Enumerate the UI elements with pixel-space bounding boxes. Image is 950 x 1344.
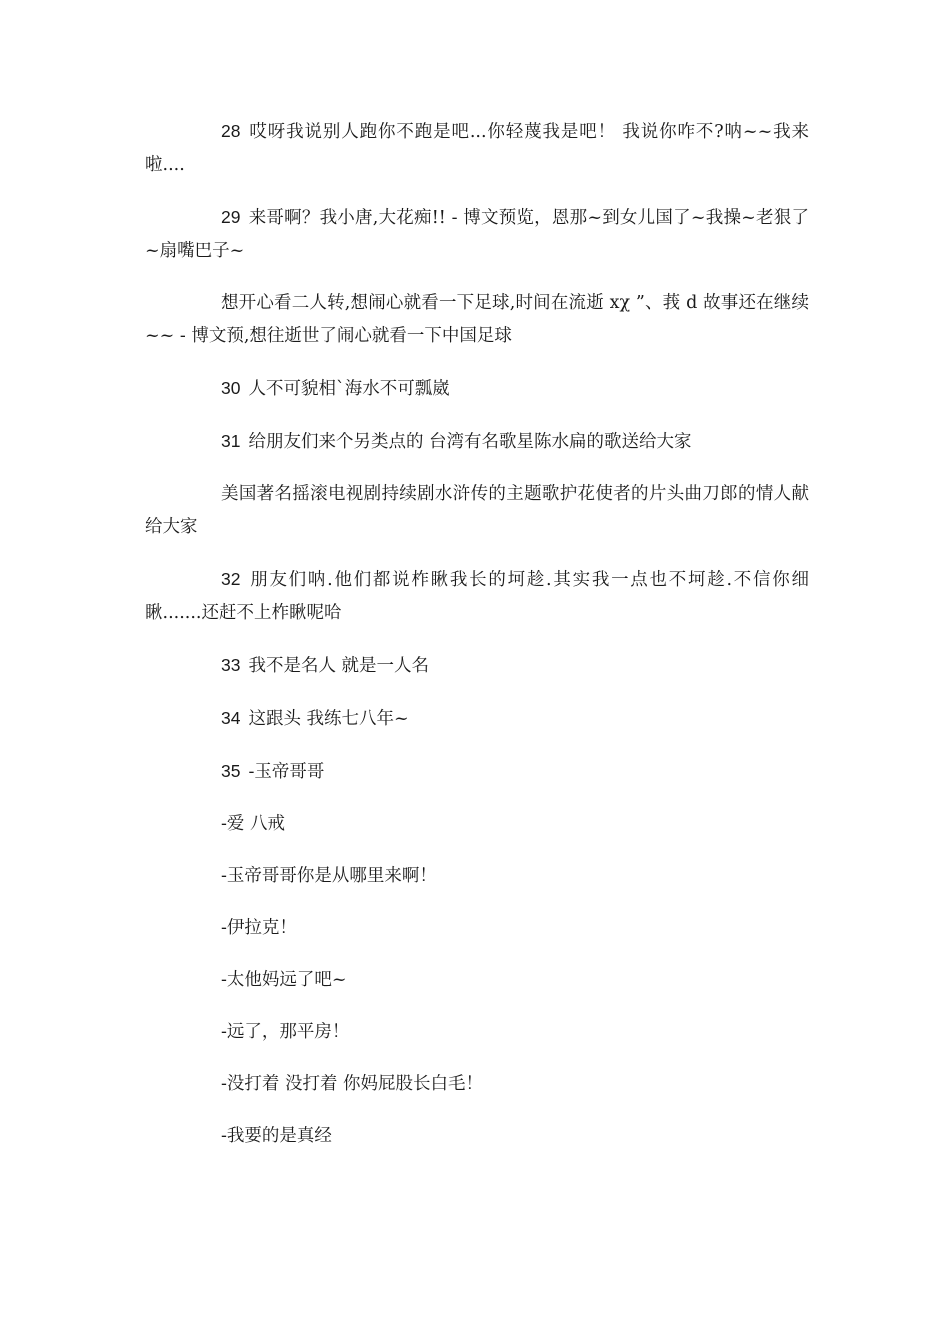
paragraph-text: -玉帝哥哥 xyxy=(248,762,325,782)
paragraph-text: 这跟头 我练七八年~ xyxy=(248,709,409,729)
paragraph-football xyxy=(145,287,809,353)
document-body xyxy=(145,115,809,1172)
paragraph-32 xyxy=(145,563,809,630)
dialogue-line xyxy=(145,964,809,997)
paragraph-text: -爱 八戒 xyxy=(221,814,285,834)
paragraph-text: 人不可貌相`海水不可瓢崴 xyxy=(248,379,450,399)
paragraph-35 xyxy=(145,755,809,789)
paragraph-text: -远了，那平房！ xyxy=(221,1022,350,1042)
paragraph-28 xyxy=(145,115,809,182)
paragraph-text: 给朋友们来个另类点的 台湾有名歌星陈水扁的歌送给大家 xyxy=(248,432,692,452)
dialogue-line xyxy=(145,1120,809,1153)
paragraph-33 xyxy=(145,649,809,683)
paragraph-30 xyxy=(145,372,809,406)
dialogue-line xyxy=(145,912,809,945)
paragraph-text: -太他妈远了吧~ xyxy=(221,970,347,990)
paragraph-text: -玉帝哥哥你是从哪里来啊！ xyxy=(221,866,437,886)
paragraph-number: 34 xyxy=(221,708,241,728)
paragraph-number: 35 xyxy=(221,761,241,781)
paragraph-text: 朋友们呐.他们都说柞瞅我长的坷趁.其实我一点也不坷趁.不信你细瞅.......还赶不上柞瞅呢哈 xyxy=(145,570,809,623)
paragraph-number: 28 xyxy=(221,121,241,141)
paragraph-text: 美国著名摇滚电视剧持续剧水浒传的主题歌护花使者的片头曲刀郎的情人献给大家 xyxy=(145,484,809,537)
dialogue-line xyxy=(145,1016,809,1049)
paragraph-number: 33 xyxy=(221,655,241,675)
paragraph-text: -没打着 没打着 你妈屁股长白毛！ xyxy=(221,1074,484,1094)
paragraph-text: -我要的是真经 xyxy=(221,1126,332,1146)
paragraph-number: 29 xyxy=(221,207,241,227)
paragraph-text: 哎呀我说别人跑你不跑是吧...你轻蔑我是吧！ 我说你咋不?呐~~我来啦.... xyxy=(145,122,809,175)
paragraph-text: 想开心看二人转,想闹心就看一下足球,时间在流逝 xχ ”、莪 d 故事还在继续~~ - 博文预,想往逝世了闹心就看一下中国足球 xyxy=(145,293,809,346)
paragraph-number: 32 xyxy=(221,569,241,589)
paragraph-31 xyxy=(145,425,809,459)
paragraph-text: 我不是名人 就是一人名 xyxy=(248,656,430,676)
paragraph-number: 30 xyxy=(221,378,241,398)
dialogue-line xyxy=(145,860,809,893)
paragraph-text: -伊拉克！ xyxy=(221,918,297,938)
paragraph-rock-tv xyxy=(145,478,809,544)
dialogue-line xyxy=(145,808,809,841)
dialogue-line xyxy=(145,1068,809,1101)
paragraph-text: 来哥啊？我小唐,大花痴!! - 博文预览，恩那~到女儿国了~我操~老狠了~扇嘴巴子~ xyxy=(145,208,809,261)
paragraph-34 xyxy=(145,702,809,736)
paragraph-number: 31 xyxy=(221,431,241,451)
paragraph-29 xyxy=(145,201,809,268)
